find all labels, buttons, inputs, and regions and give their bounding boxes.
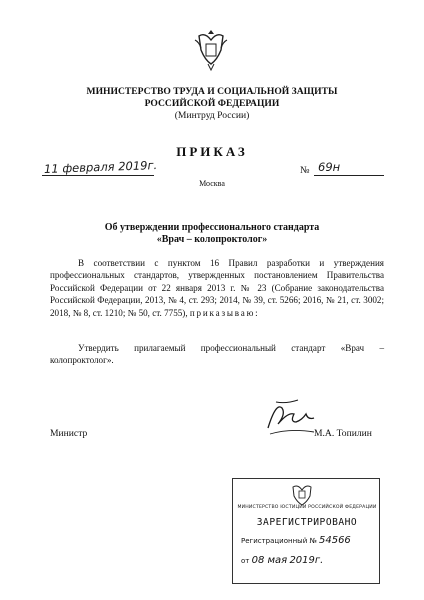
stamp-date-label: от [241, 557, 250, 565]
subject-line1: Об утверждении профессионального стандарта [104, 222, 320, 233]
ministry-short-name: (Минтруд России) [174, 110, 250, 121]
ministry-heading [30, 86, 394, 122]
handwritten-signature [262, 398, 322, 442]
coat-of-arms-icon [191, 26, 231, 72]
paragraph-legal-basis [50, 257, 384, 319]
order-subject [40, 222, 384, 246]
stamp-reg-number-row [241, 535, 351, 546]
ministry-name-line1: МИНИСТЕРСТВО ТРУДА И СОЦИАЛЬНОЙ ЗАЩИТЫ [86, 86, 338, 97]
stamp-date-handwritten: 08 мая [251, 555, 288, 566]
order-title: ПРИКАЗ [176, 144, 248, 159]
stamp-eagle-icon [289, 481, 315, 507]
order-command-word: приказываю: [189, 307, 260, 318]
registration-stamp [232, 478, 380, 584]
stamp-date-row [241, 555, 323, 566]
order-date-handwritten: 11 февраля 2019г. [43, 158, 158, 176]
ministry-name-line2: РОССИЙСКОЙ ФЕДЕРАЦИИ [144, 98, 280, 109]
stamp-organization: МИНИСТЕРСТВО ЮСТИЦИИ РОССИЙСКОЙ ФЕДЕРАЦИИ [237, 505, 377, 510]
stamp-status: ЗАРЕГИСТРИРОВАНО [256, 517, 358, 528]
stamp-reg-number: 54566 [318, 535, 351, 546]
order-city: Москва [199, 179, 225, 188]
stamp-reg-label: Регистрационный № [241, 537, 317, 545]
legal-basis-text: В соответствии с пунктом 16 Правил разработки и утверждения профессиональных стандартов, утвержденных постановлением Правительства Российской Федерации от 22 января 2013 г. № 23 (Собрание законодательства Российской Федерации, 2013, № 4, ст. 293; 2014, № 39, ст. 5266; 2016, № 21, ст. 3002; 2018, № 8, ст. 1210; № 50, ст. 7755), [50, 258, 384, 318]
signatory-position: Министр [50, 428, 88, 439]
date-underline [42, 175, 154, 176]
order-number-sign: № [300, 165, 310, 176]
number-underline [314, 175, 384, 176]
paragraph-approval: Утвердить прилагаемый профессиональный стандарт «Врач – колопроктолог». [50, 343, 384, 366]
stamp-year: 2019г. [289, 555, 324, 566]
signatory-name: М.А. Топилин [314, 428, 372, 439]
order-number-handwritten: 69н [318, 160, 341, 174]
subject-line2: «Врач – колопроктолог» [156, 234, 268, 245]
